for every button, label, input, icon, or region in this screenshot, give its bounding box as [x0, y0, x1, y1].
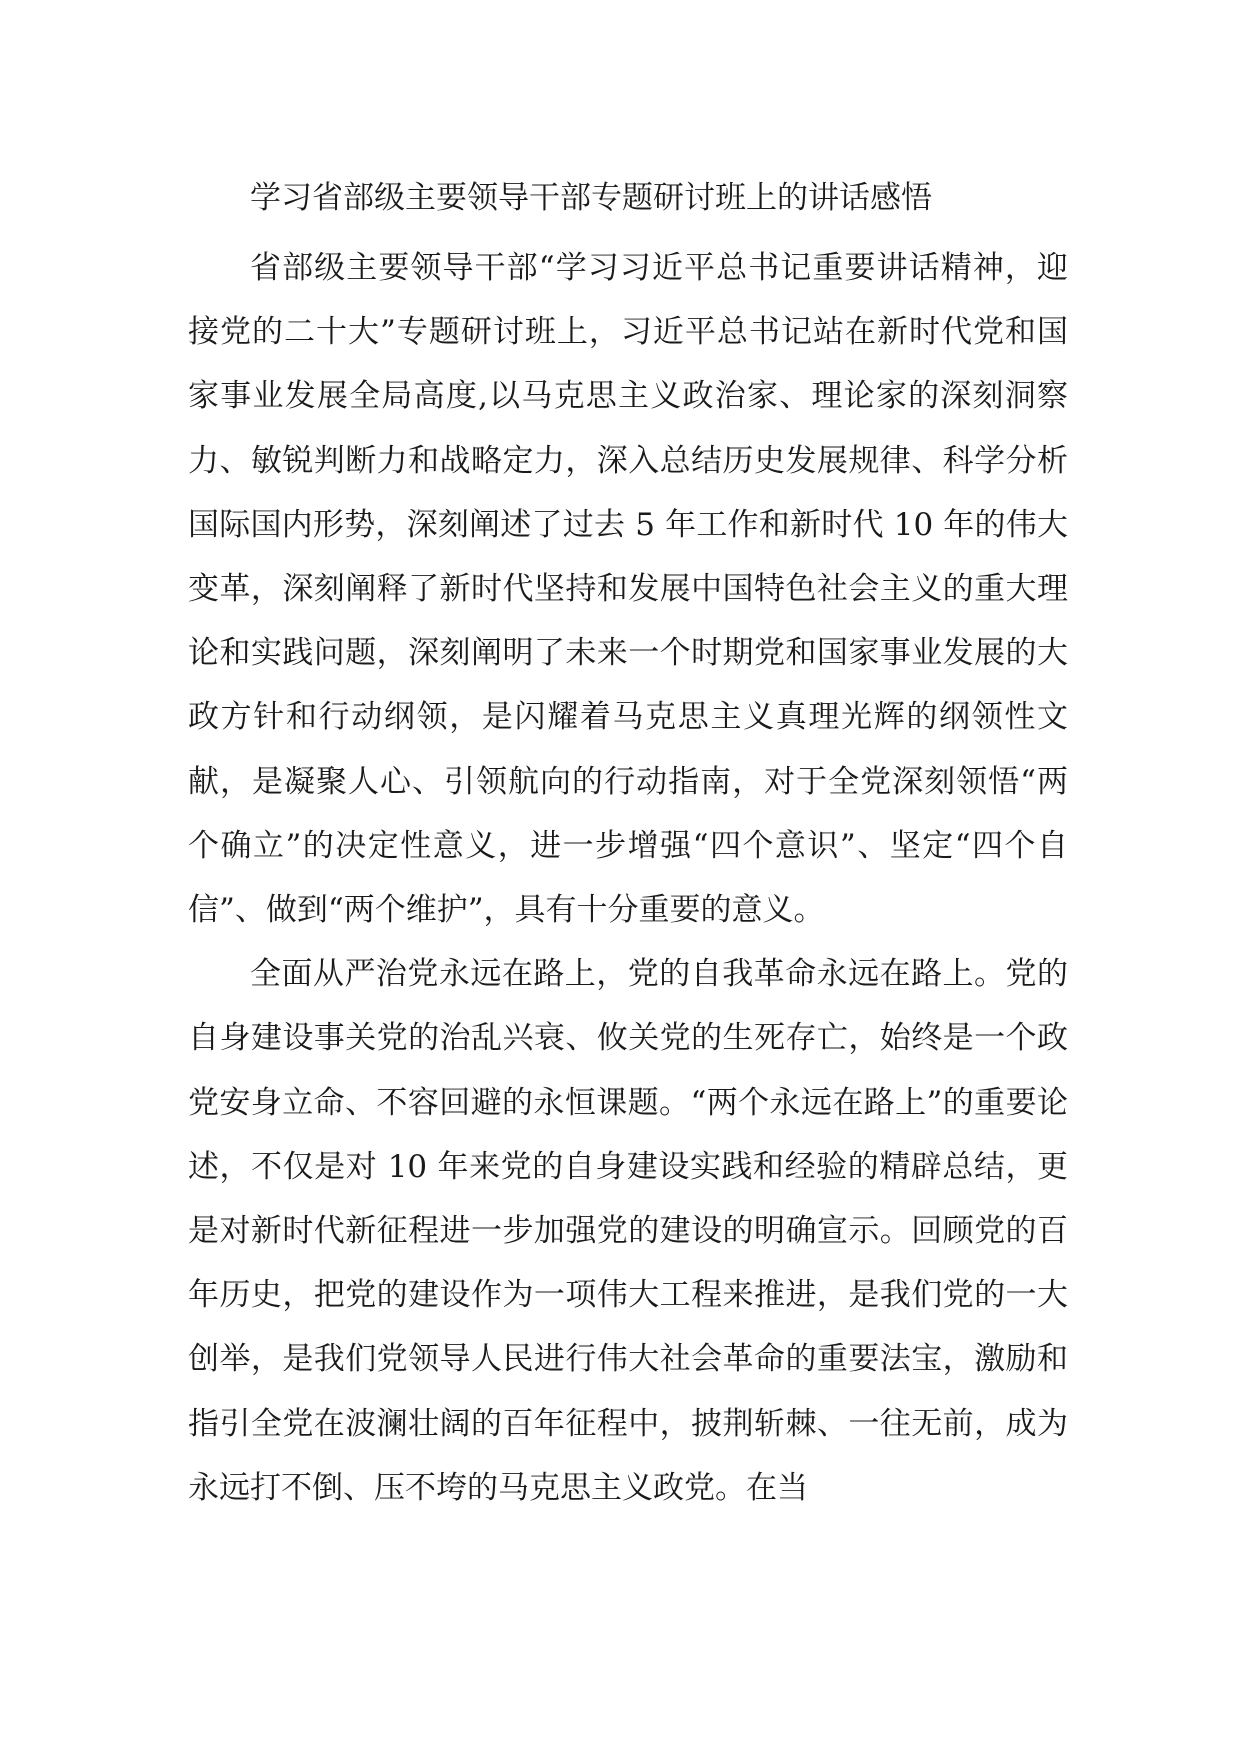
paragraph-2: 全面从严治党永远在路上，党的自我革命永远在路上。党的自身建设事关党的治乱兴衰、攸关党的生死存亡，始终是一个政党安身立命、不容回避的永恒课题。“两个永远在路上”的重要论述，不仅是对 10 年来党的自身建设实践和经验的精辟总结，更是对新时代新征程进一步加强党的建设的明确宣示。回顾党的百年历史，把党的建设作为一项伟大工程来推进，是我们党的一大创举，是我们党领导人民进行伟大社会革命的重要法宝，激励和指引全党在波澜壮阔的百年征程中，披荆斩棘、一往无前，成为永远打不倒、压不垮的马克思主义政党。在当: [188, 956, 1068, 1506]
paragraph-1: 省部级主要领导干部“学习习近平总书记重要讲话精神，迎接党的二十大”专题研讨班上，习近平总书记站在新时代党和国家事业发展全局高度,以马克思主义政治家、理论家的深刻洞察力、敏锐判断力和战略定力，深入总结历史发展规律、科学分析国际国内形势，深刻阐述了过去 5 年工作和新时代 10 年的伟大变革，深刻阐释了新时代坚持和发展中国特色社会主义的重大理论和实践问题，深刻阐明了未来一个时期党和国家事业发展的大政方针和行动纲领，是闪耀着马克思主义真理光辉的纲领性文献，是凝聚人心、引领航向的行动指南，对于全党深刻领悟“两个确立”的决定性意义，进一步增强“四个意识”、坚定“四个自信”、做到“两个维护”，具有十分重要的意义。: [188, 250, 1068, 929]
document-body: [188, 172, 1068, 1520]
document-title: 学习省部级主要领导干部专题研讨班上的讲话感悟: [250, 180, 932, 216]
